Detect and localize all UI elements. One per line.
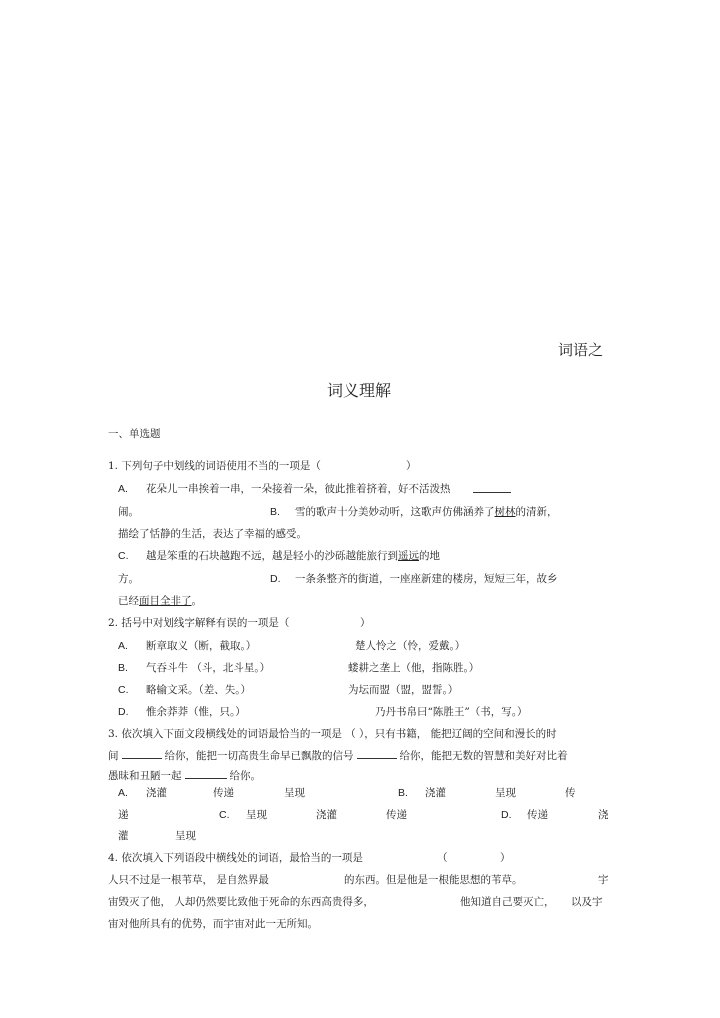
q1-option-a-tail: 闹。 — [118, 506, 139, 518]
q4-line1-part3: 宇 — [598, 874, 609, 886]
q3-blank-3 — [185, 768, 227, 779]
q3-line3-part1: 愚昧和丑陋一起 — [108, 770, 182, 782]
q1-stem-close: ） — [406, 460, 417, 472]
q3-option-c-word1: 呈现 — [246, 809, 267, 821]
q3-line2 — [108, 748, 568, 763]
q2-option-c-right: 为坛而盟（盟，盟誓。） — [348, 684, 459, 696]
q3-option-d-word1: 传递 — [527, 809, 548, 821]
q1-option-c-label: C. — [118, 550, 129, 562]
q1-option-d-part2: 。 — [191, 595, 202, 607]
q1-option-d-line2 — [118, 594, 202, 608]
q3-option-b-word1: 浇灌 — [425, 787, 446, 799]
q1-option-d-text: 一条条整齐的街道，一座座新建的楼房，短短三年，故乡 — [295, 573, 558, 585]
q3-option-a-word2: 传递 — [213, 787, 234, 799]
q1-option-b-text — [295, 505, 558, 519]
section-label: 一、单选题 — [108, 428, 161, 440]
q3-line2-part3: 给你，能把无数的智慧和美好对比着 — [399, 750, 568, 762]
q3-option-b-word3-start: 传 — [565, 787, 576, 799]
q3-line2-part2: 给你，能把一切高贵生命早已飘散的信号 — [164, 750, 354, 762]
q3-option-d-word3: 呈现 — [175, 830, 196, 842]
q4-paren-close: ） — [500, 852, 511, 864]
doc-title-part2: 词义理解 — [327, 381, 392, 400]
q4-line2-part1: 宙毁灭了他， 人却仍然要比致他于死命的东西高贵得多， — [108, 896, 374, 908]
q2-option-d-label: D. — [118, 706, 129, 718]
q1-stem: 1. 下列句子中划线的词语使用不当的一项是（ — [108, 460, 321, 472]
q4-line2-part2: 他知道自己要灭亡， — [460, 896, 555, 908]
q1-option-d-underlined: 面目全非了 — [139, 595, 192, 607]
q2-option-d-left: 惟余莽莽（惟，只。） — [146, 706, 246, 718]
q3-line3-part2: 给你。 — [229, 770, 261, 782]
q4-line3: 宙对他所具有的优势，而宇宙对此一无所知。 — [108, 918, 318, 930]
q3-option-a-label: A. — [118, 787, 128, 799]
q3-option-b-word3-end: 递 — [118, 809, 129, 821]
q1-option-b-line2: 描绘了恬静的生活，表达了幸福的感受。 — [118, 528, 307, 540]
q1-option-c-underlined: 遥远 — [398, 550, 419, 562]
q1-option-b-part2: 的清新， — [515, 506, 558, 518]
q3-option-c-word2: 浇灌 — [316, 809, 337, 821]
q1-option-d-part1: 已经 — [118, 595, 139, 607]
q3-option-c-label: C. — [219, 809, 230, 821]
q1-option-a-blank — [473, 482, 511, 497]
q3-blank-2 — [357, 748, 397, 759]
q1-option-b-label: B. — [270, 506, 280, 518]
q1-option-c-part1: 越是笨重的石块越跑不远，越是轻小的沙砾越能旅行到 — [146, 550, 398, 562]
q3-stem: 3. 依次填入下面文段横线处的词语最恰当的一项是 （ ），只有书籍， 能把辽阔的空间和漫长的时 — [108, 728, 557, 740]
q4-line1-part2: 的东西。但是他是一根能思想的苇草。 — [344, 874, 523, 886]
q1-option-b-part1: 雪的歌声十分美妙动听，这歌声仿佛涵养了 — [295, 506, 495, 518]
q4-paren-open: （ — [437, 852, 448, 864]
q3-option-d-word2-start: 浇 — [598, 809, 609, 821]
q2-option-b-label: B. — [118, 662, 128, 674]
q1-option-c-part2: 的地 — [419, 550, 440, 562]
q2-option-a-right: 楚人怜之（怜，爱戴。） — [355, 640, 466, 652]
q1-option-a-text: 花朵儿一串挨着一串，一朵接着一朵，彼此推着挤着，好不活泼热 — [146, 483, 451, 495]
q4-stem: 4. 依次填入下列语段中横线处的词语，最恰当的一项是 — [108, 852, 363, 864]
q2-option-b-left: 气吞斗牛 （斗，北斗星。） — [146, 662, 271, 674]
q1-option-b-underlined: 树林 — [494, 506, 516, 518]
q2-option-a-label: A. — [118, 640, 128, 652]
q3-option-a-word1: 浇灌 — [146, 787, 167, 799]
q3-option-a-word3: 呈现 — [284, 787, 305, 799]
q3-option-d-word2-end: 灌 — [118, 830, 129, 842]
q3-option-b-word2: 呈现 — [495, 787, 516, 799]
q2-option-a-left: 断章取义（断，截取。） — [146, 640, 257, 652]
doc-title-part1: 词语之 — [558, 341, 604, 359]
q1-option-c-text — [146, 549, 440, 563]
q3-line3 — [108, 768, 261, 783]
q4-line2-part3: 以及宇 — [571, 896, 603, 908]
q3-option-c-word3: 传递 — [386, 809, 407, 821]
q2-option-c-left: 略输文采。（差、失。） — [146, 684, 251, 696]
q3-option-b-label: B. — [398, 787, 408, 799]
q4-line1-part1: 人只不过是一根苇草， 是自然界最 — [108, 874, 269, 886]
q2-option-b-right: 蝼耕之垄上（他，指陈胜。） — [348, 662, 480, 674]
q3-option-d-label: D. — [501, 809, 512, 821]
q1-option-d-label: D. — [270, 573, 281, 585]
q2-stem-close: ） — [360, 617, 371, 629]
q2-stem: 2. 括号中对划线字解释有误的一项是（ — [108, 617, 290, 629]
q1-option-c-tail: 方。 — [118, 573, 139, 585]
q1-option-a-label: A. — [118, 483, 128, 495]
q3-line2-part1: 间 — [108, 750, 119, 762]
q3-blank-1 — [122, 748, 162, 759]
q2-option-c-label: C. — [118, 684, 129, 696]
q2-option-d-right: 乃丹书帛曰“陈胜王”（书，写。） — [375, 706, 528, 718]
